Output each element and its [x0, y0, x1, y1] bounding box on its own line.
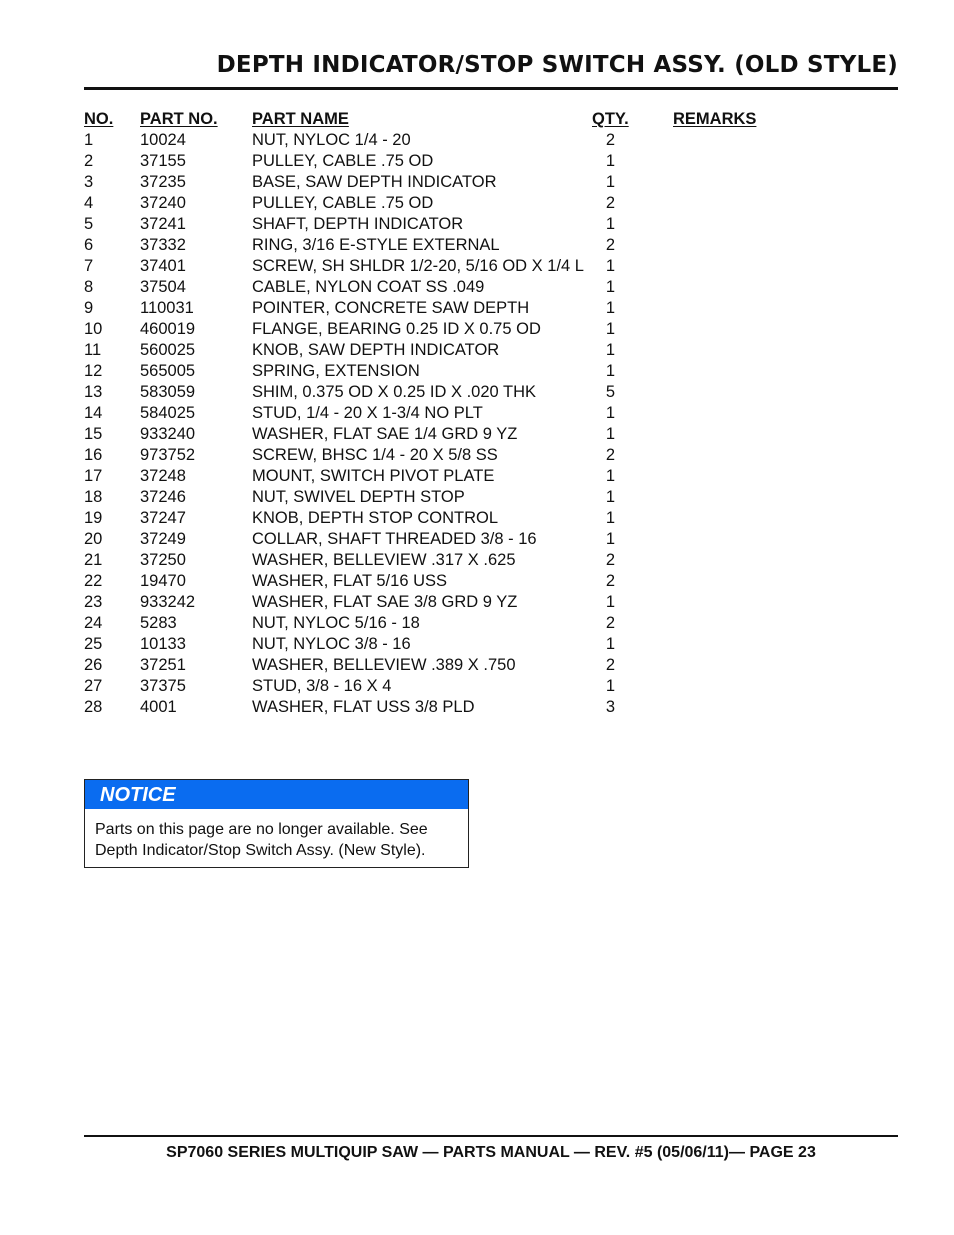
table-row	[84, 592, 784, 613]
cell-no: 26	[84, 656, 103, 674]
cell-qty: 2	[605, 551, 616, 569]
cell-part-no: 5283	[140, 614, 177, 632]
cell-no: 4	[84, 194, 94, 212]
cell-no: 11	[84, 341, 102, 359]
cell-part-name: POINTER, CONCRETE SAW DEPTH	[252, 299, 530, 317]
cell-qty: 2	[605, 572, 616, 590]
cell-part-no: 37249	[140, 530, 186, 548]
cell-part-no: 565005	[140, 362, 196, 380]
table-row	[84, 298, 784, 319]
header-part-name: PART NAME	[252, 110, 349, 128]
cell-part-no: 37504	[140, 278, 186, 296]
table-row	[84, 172, 784, 193]
cell-no: 5	[84, 215, 94, 233]
cell-part-no: 933240	[140, 425, 196, 443]
cell-qty: 2	[605, 131, 616, 149]
cell-no: 28	[84, 698, 103, 716]
cell-no: 10	[84, 320, 103, 338]
cell-part-name: WASHER, FLAT USS 3/8 PLD	[252, 698, 475, 716]
cell-no: 8	[84, 278, 94, 296]
page-title: DEPTH INDICATOR/STOP SWITCH ASSY. (OLD STYLE)	[216, 52, 898, 78]
cell-qty: 1	[605, 467, 616, 485]
table-header-row	[84, 109, 784, 130]
cell-no: 16	[84, 446, 103, 464]
cell-part-name: SCREW, BHSC 1/4 - 20 X 5/8 SS	[252, 446, 498, 464]
cell-part-no: 37401	[140, 257, 186, 275]
cell-part-no: 560025	[140, 341, 196, 359]
cell-part-name: NUT, SWIVEL DEPTH STOP	[252, 488, 465, 506]
cell-part-name: RING, 3/16 E-STYLE EXTERNAL	[252, 236, 500, 254]
cell-part-no: 973752	[140, 446, 196, 464]
cell-part-no: 933242	[140, 593, 196, 611]
cell-no: 18	[84, 488, 103, 506]
cell-part-name: WASHER, FLAT SAE 1/4 GRD 9 YZ	[252, 425, 518, 443]
table-row	[84, 340, 784, 361]
cell-no: 15	[84, 425, 103, 443]
cell-no: 17	[84, 467, 103, 485]
cell-qty: 2	[605, 194, 616, 212]
cell-part-name: COLLAR, SHAFT THREADED 3/8 - 16	[252, 530, 537, 548]
cell-part-name: SHIM, 0.375 OD X 0.25 ID X .020 THK	[252, 383, 536, 401]
cell-qty: 1	[605, 341, 616, 359]
cell-part-no: 110031	[140, 299, 194, 317]
notice-heading: NOTICE	[85, 780, 468, 809]
cell-qty: 1	[605, 257, 616, 275]
cell-no: 25	[84, 635, 103, 653]
cell-part-name: KNOB, DEPTH STOP CONTROL	[252, 509, 499, 527]
table-row	[84, 550, 784, 571]
cell-part-name: SPRING, EXTENSION	[252, 362, 420, 380]
table-row	[84, 487, 784, 508]
table-row	[84, 613, 784, 634]
cell-part-no: 10133	[140, 635, 186, 653]
cell-qty: 1	[605, 635, 616, 653]
page-footer: SP7060 SERIES MULTIQUIP SAW — PARTS MANUAL — REV. #5 (05/06/11)— PAGE 23	[166, 1144, 816, 1161]
cell-part-name: NUT, NYLOC 3/8 - 16	[252, 635, 411, 653]
cell-no: 22	[84, 572, 103, 590]
cell-part-no: 37247	[140, 509, 186, 527]
cell-part-no: 37248	[140, 467, 186, 485]
table-row	[84, 424, 784, 445]
table-row	[84, 361, 784, 382]
table-row	[84, 466, 784, 487]
table-row	[84, 256, 784, 277]
cell-no: 14	[84, 404, 103, 422]
cell-part-name: WASHER, FLAT 5/16 USS	[252, 572, 448, 590]
cell-part-no: 584025	[140, 404, 196, 422]
cell-qty: 1	[605, 278, 616, 296]
cell-qty: 1	[605, 677, 616, 695]
cell-part-no: 4001	[140, 698, 177, 716]
cell-no: 12	[84, 362, 103, 380]
cell-no: 23	[84, 593, 103, 611]
cell-qty: 1	[605, 215, 616, 233]
cell-qty: 1	[605, 152, 616, 170]
table-row	[84, 277, 784, 298]
table-row	[84, 382, 784, 403]
cell-part-name: STUD, 3/8 - 16 X 4	[252, 677, 392, 695]
table-row	[84, 235, 784, 256]
cell-part-no: 37241	[140, 215, 186, 233]
table-row	[84, 634, 784, 655]
cell-qty: 1	[605, 530, 616, 548]
header-part-no: PART NO.	[140, 110, 218, 128]
cell-no: 20	[84, 530, 103, 548]
cell-part-name: WASHER, BELLEVIEW .317 X .625	[252, 551, 516, 569]
cell-no: 7	[84, 257, 94, 275]
cell-part-name: PULLEY, CABLE .75 OD	[252, 152, 434, 170]
cell-part-name: CABLE, NYLON COAT SS .049	[252, 278, 485, 296]
table-row	[84, 508, 784, 529]
cell-part-name: SCREW, SH SHLDR 1/2-20, 5/16 OD X 1/4 L	[252, 257, 584, 275]
cell-part-name: NUT, NYLOC 5/16 - 18	[252, 614, 420, 632]
cell-part-name: PULLEY, CABLE .75 OD	[252, 194, 434, 212]
cell-part-no: 37250	[140, 551, 186, 569]
cell-part-no: 37240	[140, 194, 186, 212]
notice-text: Parts on this page are no longer available. See Depth Indicator/Stop Switch Assy. (New Style).	[95, 821, 428, 859]
cell-no: 19	[84, 509, 103, 527]
cell-part-name: WASHER, BELLEVIEW .389 X .750	[252, 656, 516, 674]
table-row	[84, 655, 784, 676]
cell-part-name: NUT, NYLOC 1/4 - 20	[252, 131, 411, 149]
table-row	[84, 130, 784, 151]
table-row	[84, 445, 784, 466]
cell-part-no: 37332	[140, 236, 186, 254]
cell-no: 24	[84, 614, 103, 632]
cell-part-name: KNOB, SAW DEPTH INDICATOR	[252, 341, 500, 359]
cell-part-name: WASHER, FLAT SAE 3/8 GRD 9 YZ	[252, 593, 518, 611]
cell-qty: 1	[605, 299, 616, 317]
table-row	[84, 676, 784, 697]
cell-part-no: 37246	[140, 488, 186, 506]
table-row	[84, 529, 784, 550]
cell-qty: 1	[605, 488, 616, 506]
cell-no: 9	[84, 299, 94, 317]
header-remarks: REMARKS	[673, 110, 757, 128]
table-row	[84, 697, 784, 718]
cell-qty: 1	[605, 425, 616, 443]
header-qty: QTY.	[592, 110, 629, 128]
cell-part-name: SHAFT, DEPTH INDICATOR	[252, 215, 464, 233]
cell-part-name: BASE, SAW DEPTH INDICATOR	[252, 173, 497, 191]
cell-part-no: 37235	[140, 173, 186, 191]
cell-no: 13	[84, 383, 103, 401]
cell-no: 2	[84, 152, 94, 170]
cell-qty: 1	[605, 362, 616, 380]
table-row	[84, 151, 784, 172]
cell-qty: 3	[605, 698, 616, 716]
cell-part-name: MOUNT, SWITCH PIVOT PLATE	[252, 467, 495, 485]
cell-part-no: 10024	[140, 131, 186, 149]
table-row	[84, 193, 784, 214]
cell-part-no: 583059	[140, 383, 196, 401]
cell-qty: 1	[605, 593, 616, 611]
cell-qty: 1	[605, 320, 616, 338]
cell-qty: 1	[605, 173, 616, 191]
cell-part-no: 19470	[140, 572, 186, 590]
table-row	[84, 403, 784, 424]
cell-part-no: 37251	[140, 656, 186, 674]
notice-box	[84, 779, 469, 868]
cell-qty: 2	[605, 614, 616, 632]
cell-qty: 2	[605, 446, 616, 464]
cell-qty: 1	[605, 509, 616, 527]
cell-qty: 2	[605, 656, 616, 674]
cell-part-no: 460019	[140, 320, 196, 338]
cell-part-name: STUD, 1/4 - 20 X 1-3/4 NO PLT	[252, 404, 483, 422]
cell-part-no: 37375	[140, 677, 186, 695]
cell-no: 3	[84, 173, 94, 191]
title-divider	[84, 87, 898, 90]
table-row	[84, 319, 784, 340]
table-row	[84, 571, 784, 592]
cell-part-no: 37155	[140, 152, 186, 170]
parts-table	[84, 109, 784, 718]
cell-no: 6	[84, 236, 94, 254]
footer-divider	[84, 1135, 898, 1137]
header-no: NO.	[84, 110, 114, 128]
cell-no: 27	[84, 677, 103, 695]
cell-qty: 2	[605, 236, 616, 254]
cell-qty: 5	[605, 383, 616, 401]
table-row	[84, 214, 784, 235]
cell-no: 21	[84, 551, 103, 569]
cell-qty: 1	[605, 404, 616, 422]
cell-no: 1	[84, 131, 94, 149]
cell-part-name: FLANGE, BEARING 0.25 ID X 0.75 OD	[252, 320, 541, 338]
table-body	[84, 130, 784, 718]
